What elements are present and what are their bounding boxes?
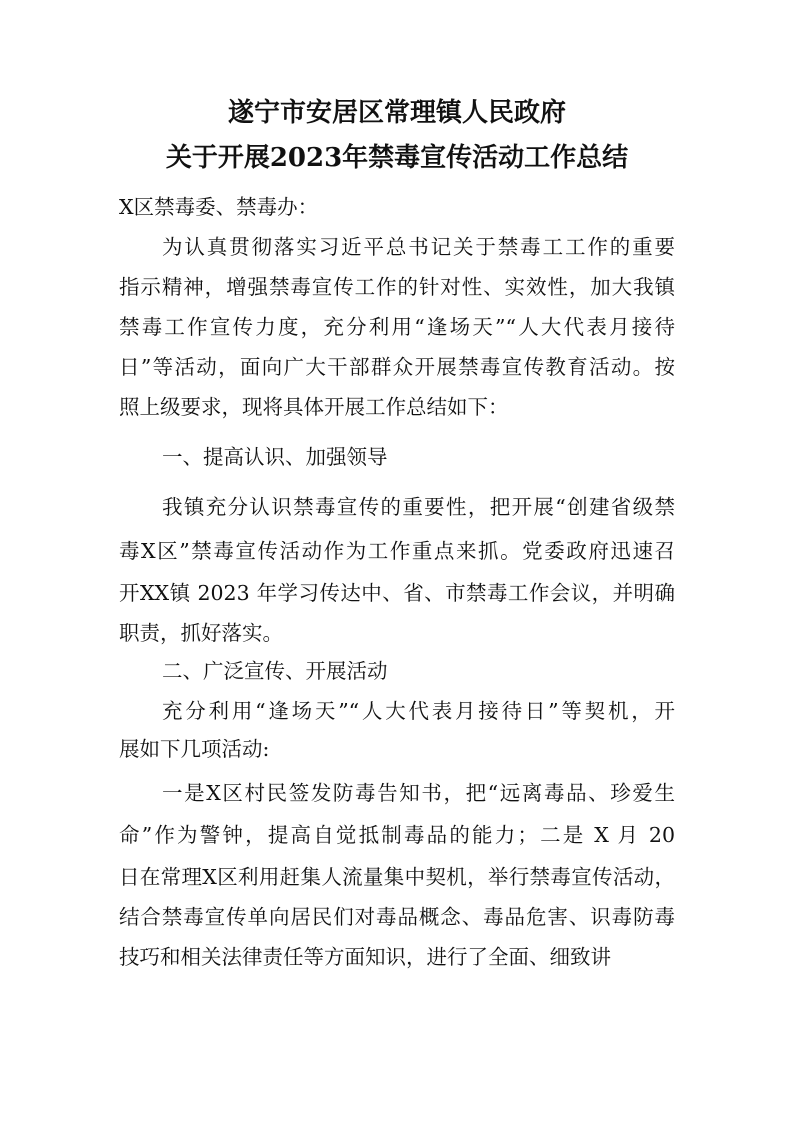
paragraph-line: 毒X区”禁毒宣传活动作为工作重点来抓。党委政府迅速召 — [119, 539, 675, 563]
paragraph-line: 结合禁毒宣传单向居民们对毒品概念、毒品危害、识毒防毒 — [119, 905, 675, 929]
paragraph-line: 我镇充分认识禁毒宣传的重要性，把开展“创建省级禁 — [162, 495, 675, 519]
paragraph-line: 一是X区村民签发防毒告知书，把“远离毒品、珍爱生 — [162, 781, 675, 805]
paragraph-line: 命”作为警钟，提高自觉抵制毒品的能力；二是 X 月 20 — [119, 823, 675, 847]
paragraph-line: 充分利用“逢场天”“人大代表月接待日”等契机，开 — [162, 699, 675, 723]
document-title-line-1: 遂宁市安居区常理镇人民政府 — [227, 98, 566, 128]
section-heading-1: 一、提高认识、加强领导 — [162, 445, 388, 469]
salutation: X区禁毒委、禁毒办： — [119, 195, 319, 219]
document-title-line-2: 关于开展2023年禁毒宣传活动工作总结 — [165, 143, 629, 173]
paragraph-line: 照上级要求，现将具体开展工作总结如下： — [119, 395, 509, 419]
paragraph-line: 日在常理X区利用赶集人流量集中契机，举行禁毒宣传活动， — [119, 865, 675, 889]
paragraph-line: 开XX镇 2023 年学习传达中、省、市禁毒工作会议，并明确 — [119, 581, 675, 605]
paragraph-line: 日”等活动，面向广大干部群众开展禁毒宣传教育活动。按 — [119, 355, 675, 379]
paragraph-line: 为认真贯彻落实习近平总书记关于禁毒工工作的重要 — [162, 235, 675, 259]
section-heading-2: 二、广泛宣传、开展活动 — [162, 659, 388, 683]
paragraph-line: 指示精神，增强禁毒宣传工作的针对性、实效性，加大我镇 — [119, 275, 675, 299]
paragraph-line: 禁毒工作宣传力度，充分利用“逢场天”“人大代表月接待 — [119, 315, 675, 339]
paragraph-line: 技巧和相关法律责任等方面知识，进行了全面、细致讲 — [119, 945, 611, 969]
paragraph-line: 展如下几项活动: — [119, 737, 270, 761]
paragraph-line: 职责，抓好落实。 — [119, 621, 283, 645]
